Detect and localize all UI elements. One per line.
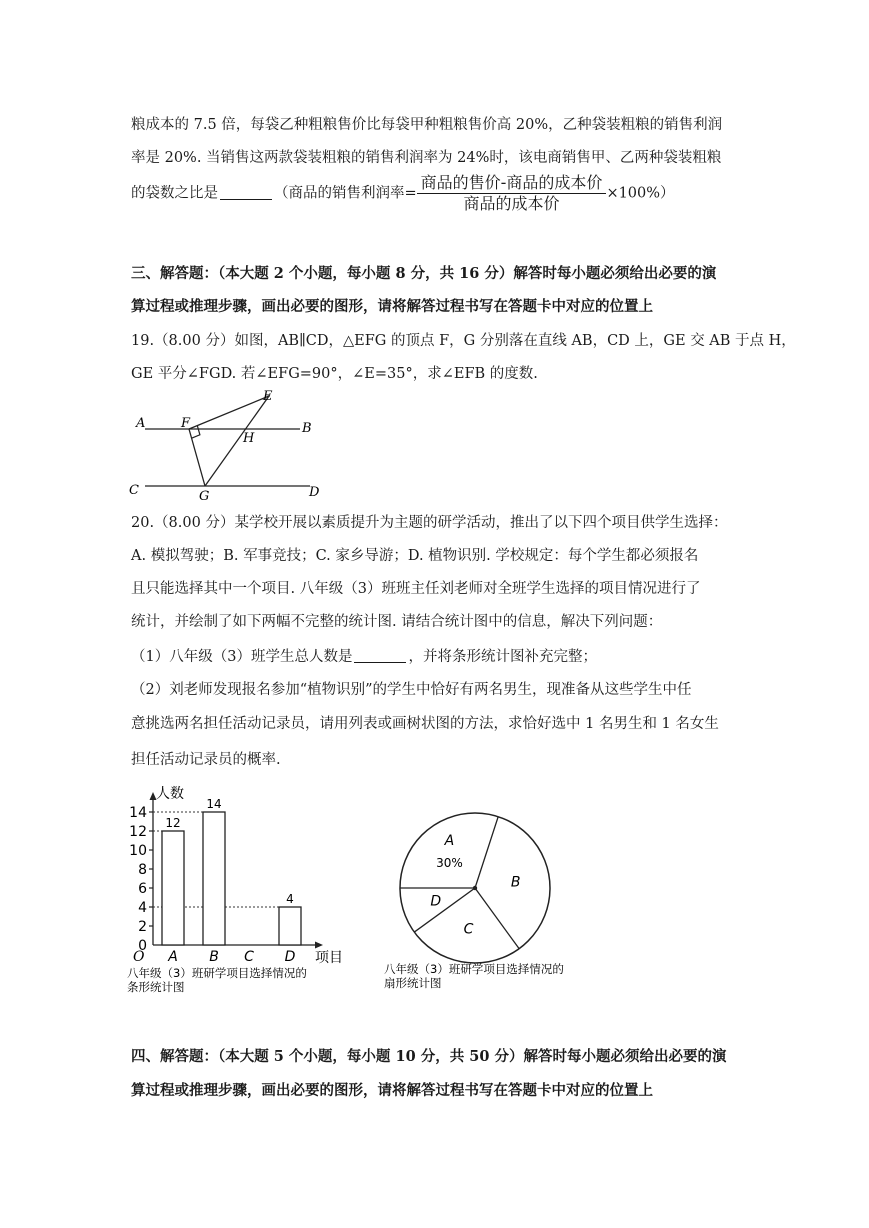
answer-blank bbox=[354, 648, 406, 663]
paragraph-line: 率是 20%. 当销售这两款袋装粗粮的销售利润率为 24%时，该电商销售甲、乙两种袋装粗粮 bbox=[131, 150, 722, 166]
sector-label-C: C bbox=[463, 921, 474, 938]
question-20-text: 且只能选择其中一个项目. 八年级（3）班班主任刘老师对全班学生选择的项目情况进行了 bbox=[131, 581, 701, 597]
category-label-C: C bbox=[244, 949, 254, 965]
y-tick-label: 12 bbox=[129, 824, 147, 840]
bar-D bbox=[279, 907, 301, 945]
bar-value-label: 14 bbox=[206, 797, 222, 811]
fraction-denominator: 商品的成本价 bbox=[463, 194, 560, 213]
label-h: H bbox=[243, 431, 255, 446]
category-label-D: D bbox=[284, 949, 296, 965]
label-c: C bbox=[129, 483, 139, 498]
y-ticks bbox=[129, 805, 153, 954]
section-heading: 算过程或推理步骤，画出必要的图形，请将解答过程书写在答题卡中对应的位置上 bbox=[131, 298, 653, 315]
category-label-B: B bbox=[209, 949, 219, 965]
question-19-text: 19.（8.00 分）如图，AB∥CD，△EFG 的顶点 F，G 分别落在直线 AB，CD 上，GE 交 AB 于点 H， bbox=[131, 333, 796, 349]
label-d: D bbox=[309, 485, 320, 500]
y-tick-label: 10 bbox=[129, 843, 147, 859]
sector-label-A: A bbox=[444, 832, 455, 849]
sector-label-B: B bbox=[510, 874, 521, 891]
x-axis-label: 项目 bbox=[315, 950, 343, 966]
question-20-part2: 担任活动记录员的概率. bbox=[131, 752, 281, 768]
part1-text: （1）八年级（3）班学生总人数是 bbox=[131, 649, 353, 665]
pie-chart-caption: 扇形统计图 bbox=[384, 976, 442, 990]
question-20-part2: 意挑选两名担任活动记录员，请用列表或画树状图的方法，求恰好选中 1 名男生和 1 名女生 bbox=[131, 716, 719, 732]
pie-sectors bbox=[400, 813, 550, 963]
bar-chart bbox=[125, 780, 355, 1000]
label-a: A bbox=[136, 416, 146, 431]
bars bbox=[162, 797, 301, 945]
profit-rate-fraction bbox=[417, 173, 607, 214]
question-20-part1 bbox=[131, 645, 597, 666]
bar-chart-caption: 条形统计图 bbox=[127, 980, 185, 994]
bar-A bbox=[162, 831, 184, 945]
question-20-text: 统计，并绘制了如下两幅不完整的统计图. 请结合统计图中的信息，解决下列问题： bbox=[131, 614, 663, 630]
sector-label-D: D bbox=[430, 893, 442, 910]
section-heading: 算过程或推理步骤，画出必要的图形，请将解答过程书写在答题卡中对应的位置上 bbox=[131, 1082, 653, 1099]
fraction-numerator: 商品的售价-商品的成本价 bbox=[417, 173, 607, 194]
pie-center bbox=[473, 886, 477, 890]
x-axis-arrow bbox=[315, 942, 323, 949]
section-heading: 四、解答题：（本大题 5 个小题，每小题 10 分，共 50 分）解答时每小题必须给出必要的演 bbox=[131, 1048, 727, 1065]
bar-value-label: 12 bbox=[165, 816, 181, 830]
answer-blank bbox=[220, 185, 272, 200]
question-20-part2: （2）刘老师发现报名参加“植物识别”的学生中恰好有两名男生，现准备从这些学生中任 bbox=[131, 682, 692, 698]
bar-value-label: 4 bbox=[286, 892, 294, 906]
paragraph-text: ×100%） bbox=[606, 185, 675, 202]
y-axis-label: 人数 bbox=[156, 786, 184, 802]
bar-B bbox=[203, 812, 225, 945]
paragraph-line-with-fraction bbox=[131, 173, 675, 213]
y-tick-label: 2 bbox=[138, 919, 147, 935]
paragraph-line: 粮成本的 7.5 倍，每袋乙种粗粮售价比每袋甲种粗粮售价高 20%，乙种袋装粗粮的销售利润 bbox=[131, 117, 723, 133]
y-tick-label: 4 bbox=[138, 900, 147, 916]
label-g: G bbox=[199, 489, 210, 504]
label-f: F bbox=[181, 416, 191, 431]
category-label-A: A bbox=[168, 949, 178, 965]
y-tick-label: 0 bbox=[138, 938, 147, 954]
label-e: E bbox=[263, 389, 273, 404]
paragraph-text: 的袋数之比是 bbox=[131, 185, 218, 202]
question-20-text: 20.（8.00 分）某学校开展以素质提升为主题的研学活动，推出了以下四个项目供学生选择： bbox=[131, 515, 728, 531]
section-heading: 三、解答题：（本大题 2 个小题，每小题 8 分，共 16 分）解答时每小题必须给出必要的演 bbox=[131, 265, 717, 282]
question-19-text: GE 平分∠FGD. 若∠EFG=90°，∠E=35°，求∠EFB 的度数. bbox=[131, 366, 538, 382]
pie-chart-caption: 八年级（3）班研学项目选择情况的 bbox=[384, 962, 564, 976]
question-20-text: A. 模拟驾驶；B. 军事竞技；C. 家乡导游；D. 植物识别. 学校规定：每个学生都必须报名 bbox=[131, 548, 699, 564]
category-labels bbox=[167, 949, 295, 965]
y-tick-label: 8 bbox=[138, 862, 147, 878]
geometry-figure bbox=[125, 384, 340, 504]
bar-chart-caption: 八年级（3）班研学项目选择情况的 bbox=[127, 966, 307, 980]
y-tick-label: 14 bbox=[129, 805, 147, 821]
part1-text: ，并将条形统计图补充完整； bbox=[408, 649, 597, 665]
segment-fg bbox=[189, 429, 205, 486]
label-b: B bbox=[302, 421, 312, 436]
sector-percent-label: 30% bbox=[436, 855, 463, 870]
pie-chart bbox=[380, 780, 610, 1000]
origin-label: O bbox=[133, 949, 145, 965]
paragraph-text: （商品的销售利润率= bbox=[274, 185, 417, 202]
y-tick-label: 6 bbox=[138, 881, 147, 897]
